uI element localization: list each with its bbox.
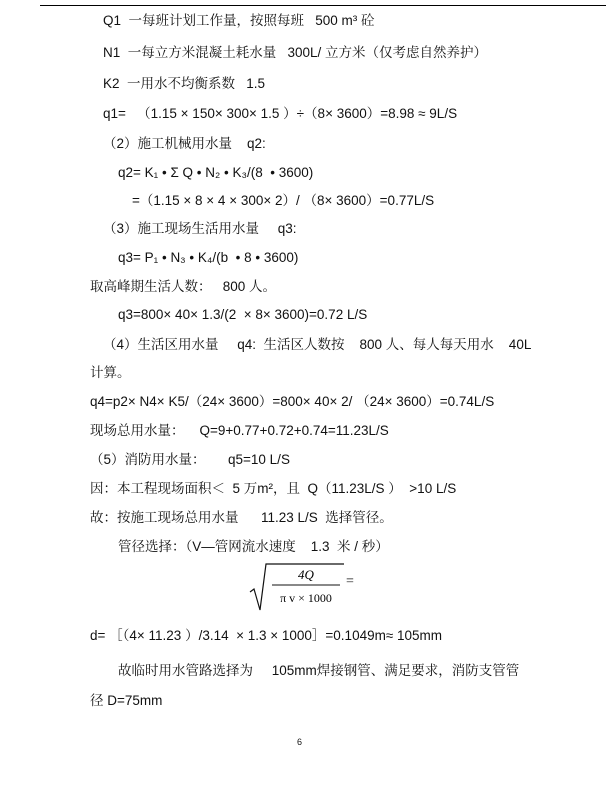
text-line-peak-population: 取高峰期生活人数： 800 人。 <box>90 279 277 294</box>
text-line-total-water: 现场总用水量： Q=9+0.77+0.72+0.74=11.23L/S <box>90 423 389 438</box>
top-rule <box>40 5 606 6</box>
text-line-section-2-heading: （2）施工机械用水量 q2: <box>103 136 266 151</box>
text-line-section-4-continued: 计算。 <box>90 365 131 380</box>
text-line-q1-definition: Q1 一每班计划工作量，按照每班 500 m³ 砼 <box>103 13 375 28</box>
text-line-k2-definition: K2 一用水不均衡系数 1.5 <box>103 76 266 91</box>
text-line-q3-formula: q3= P₁ • N₃ • K₄/(b • 8 • 3600) <box>118 250 299 265</box>
text-line-section-4-heading: （4）生活区用水量 q4: 生活区人数按 800 人、每人每天用水 40L <box>103 337 532 352</box>
formula-equals-sign: = <box>346 574 354 589</box>
formula-denominator: π v × 1000 <box>280 591 332 605</box>
text-line-q4-calculation: q4=p2× N4× K5/（24× 3600）=800× 40× 2/ （24× 3600）=0.74L/S <box>90 394 495 409</box>
text-line-section-3-heading: （3）施工现场生活用水量 q3: <box>103 221 297 236</box>
text-line-q2-calculation: =（1.15 × 8 × 4 × 300× 2）/ （8× 3600）=0.77L/S <box>132 193 435 208</box>
text-line-diameter-calculation: d= ［（4× 11.23 ）/3.14 × 1.3 × 1000］=0.1049m≈ 105mm <box>90 628 443 643</box>
text-line-conclusion: 故临时用水管路选择为 105mm焊接钢管、满足要求，消防支管管 <box>118 663 520 678</box>
text-line-conclusion-continued: 径 D=75mm <box>90 693 163 708</box>
text-line-q1-calculation: q1= （1.15 × 150× 300× 1.5 ）÷（8× 3600）=8.98 ≈ 9L/S <box>103 106 458 121</box>
text-line-n1-definition: N1 一每立方米混凝土耗水量 300L/ 立方米（仅考虑自然养护） <box>103 45 488 60</box>
text-line-therefore-selection: 故：按施工现场总用水量 11.23 L/S 选择管径。 <box>90 510 393 525</box>
text-line-q3-calculation: q3=800× 40× 1.3/(2 × 8× 3600)=0.72 L/S <box>118 307 368 322</box>
text-line-because-condition: 因：本工程现场面积＜ 5 万m²，且 Q（11.23L/S ） >10 L/S <box>90 481 457 496</box>
formula-numerator: 4Q <box>298 567 314 582</box>
text-line-q2-formula: q2= K₁ • Σ Q • N₂ • K₃/(8 • 3600) <box>118 165 314 180</box>
text-line-section-5-heading: （5）消防用水量： q5=10 L/S <box>90 452 290 467</box>
page-number: 6 <box>297 737 303 747</box>
text-line-pipe-diameter-selection: 管径选择：（V—管网流水速度 1.3 米 / 秒） <box>118 539 389 554</box>
